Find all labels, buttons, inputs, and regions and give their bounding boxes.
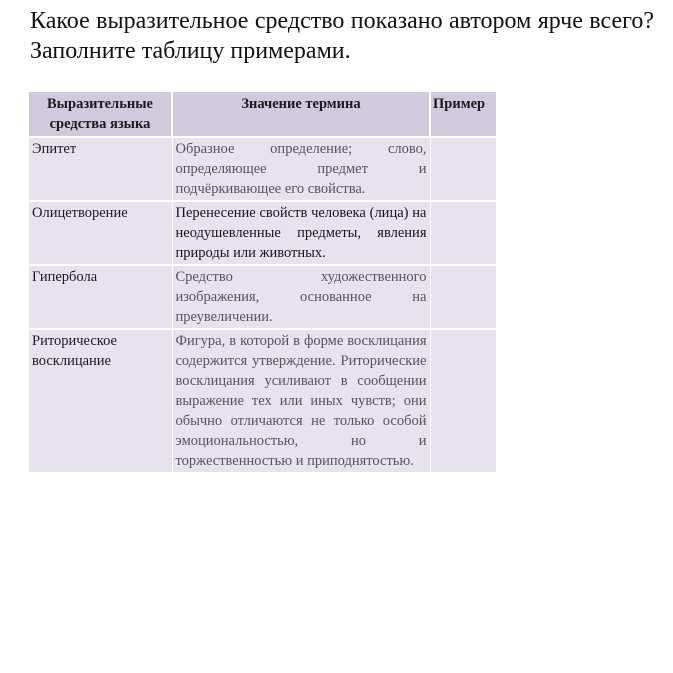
header-example: Пример [430, 92, 496, 137]
term-cell: Олицетворение [29, 201, 172, 265]
term-cell: Гипербола [29, 265, 172, 329]
example-cell[interactable] [430, 265, 496, 329]
meaning-cell: Средство художественного изображения, основанное на преувеличении. [172, 265, 430, 329]
table-row [29, 329, 496, 473]
terms-table [29, 92, 496, 474]
example-cell[interactable] [430, 137, 496, 201]
table-header-row [29, 92, 496, 137]
meaning-cell: Образное определение; слово, определяющее предмет и подчёркивающее его свойства. [172, 137, 430, 201]
term-cell: Эпитет [29, 137, 172, 201]
term-cell: Риторическое восклицание [29, 329, 172, 473]
header-means: Выразительные средства языка [29, 92, 172, 137]
example-cell[interactable] [430, 201, 496, 265]
table-row [29, 137, 496, 201]
example-cell[interactable] [430, 329, 496, 473]
header-meaning: Значение термина [172, 92, 430, 137]
meaning-cell: Перенесение свойств человека (лица) на неодушевленные предметы, явления природы или животных. [172, 201, 430, 265]
meaning-cell: Фигура, в которой в форме восклицания содержится утверждение. Риторические восклицания усиливают в сообщении выражение тех или иных чувств; они обычно отличаются не только особой эмоциональностью, но и торжественностью и приподнятостью. [172, 329, 430, 473]
table-row [29, 265, 496, 329]
table-row [29, 201, 496, 265]
question-text: Какое выразительное средство показано автором ярче всего? Заполните таблицу примерами. [30, 8, 654, 64]
